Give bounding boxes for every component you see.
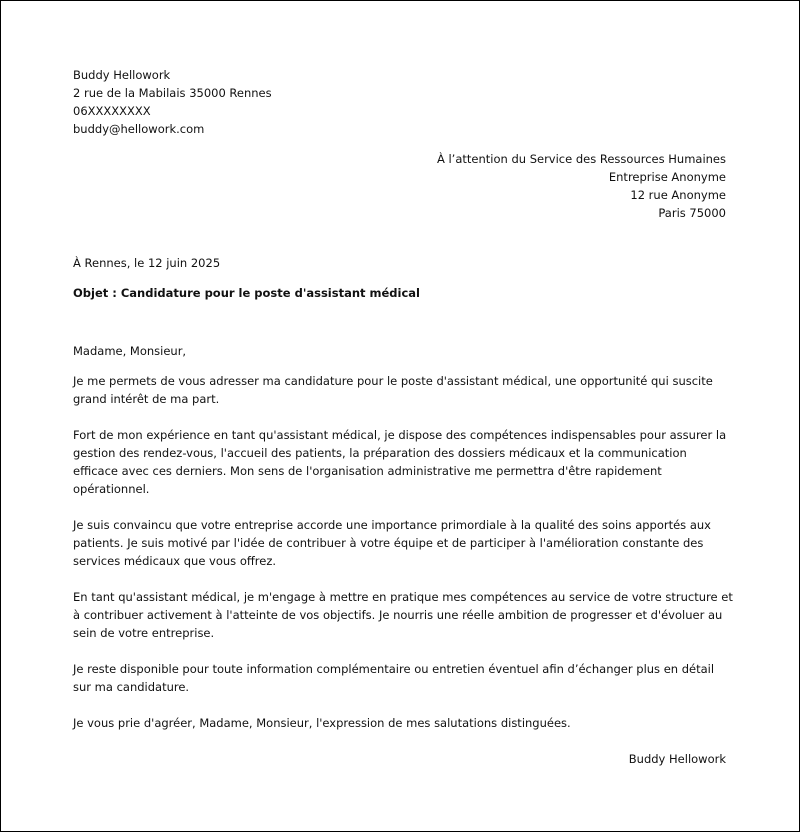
- sender-name: Buddy Hellowork: [73, 68, 171, 82]
- recipient-attention: À l’attention du Service des Ressources Humaines: [436, 152, 726, 166]
- sender-email: buddy@hellowork.com: [73, 122, 205, 136]
- letter-date: À Rennes, le 12 juin 2025: [73, 256, 221, 270]
- recipient-block: [437, 150, 726, 222]
- letter-closing: Je vous prie d'agréer, Madame, Monsieur, l'expression de mes salutations distinguées.: [73, 716, 571, 730]
- sender-block: [73, 66, 272, 138]
- letter-paragraph-1: Je me permets de vous adresser ma candidature pour le poste d'assistant médical, une opportunité qui suscite grand intérêt de ma part.: [73, 374, 713, 406]
- letter-paragraph-2: Fort de mon expérience en tant qu'assistant médical, je dispose des compétences indispensables pour assurer la gestion des rendez-vous, l'accueil des patients, la préparation des dossiers médicaux et la communication efficace avec ces derniers. Mon sens de l'organisation administrative me permettra d'être rapidement opérationnel.: [73, 428, 727, 496]
- letter-greeting: Madame, Monsieur,: [73, 344, 187, 358]
- letter-paragraph-5: Je reste disponible pour toute information complémentaire ou entretien éventuel afin d’échanger plus en détail sur ma candidature.: [73, 662, 715, 694]
- letter-subject: Objet : Candidature pour le poste d'assistant médical: [73, 286, 420, 300]
- recipient-city: Paris 75000: [658, 206, 726, 220]
- sender-phone: 06XXXXXXXX: [73, 104, 151, 118]
- letter-signature: Buddy Hellowork: [628, 752, 726, 766]
- letter-body: [73, 342, 733, 732]
- recipient-street: 12 rue Anonyme: [630, 188, 726, 202]
- sender-address: 2 rue de la Mabilais 35000 Rennes: [73, 86, 272, 100]
- letter-paragraph-4: En tant qu'assistant médical, je m'engage à mettre en pratique mes compétences au service de votre structure et à contribuer activement à l'atteinte de vos objectifs. Je nourris une réelle ambition de progresser et d'évoluer au sein de votre entreprise.: [73, 590, 733, 640]
- recipient-company: Entreprise Anonyme: [608, 170, 726, 184]
- letter-paragraph-3: Je suis convaincu que votre entreprise accorde une importance primordiale à la qualité des soins apportés aux patients. Je suis motivé par l'idée de contribuer à votre équipe et de participer à l'amélioration constante des services médicaux que vous offrez.: [73, 518, 711, 568]
